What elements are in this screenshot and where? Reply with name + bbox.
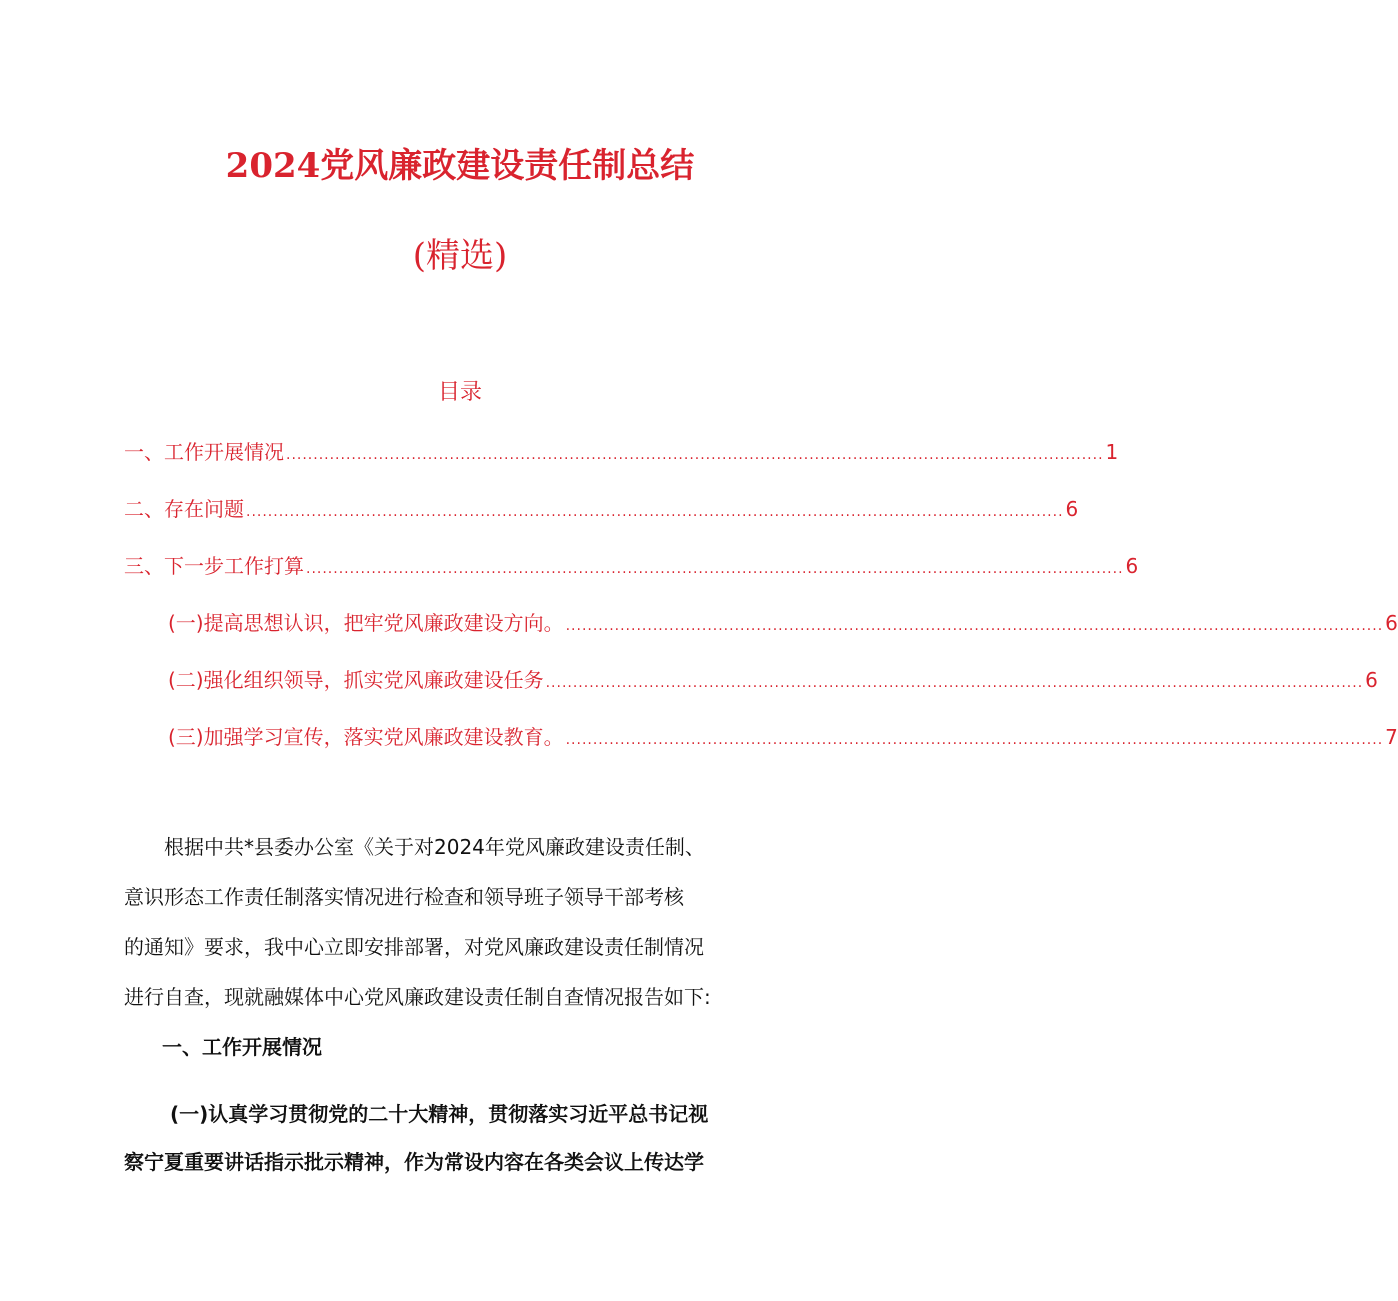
toc-entry-label: (二)强化组织领导，抓实党风廉政建设任务 xyxy=(168,668,544,692)
document-title: 2024党风廉政建设责任制总结 xyxy=(225,146,695,186)
toc-page-number: 6 xyxy=(1365,668,1378,692)
toc-leader: ...................................................................................................................................................... xyxy=(306,561,1124,577)
toc-leader: ...................................................................................................................................................... xyxy=(545,675,1364,691)
toc-entry-problems[interactable] xyxy=(124,494,1079,527)
toc-leader: ...................................................................................................................................................... xyxy=(565,618,1384,634)
toc-page-number: 1 xyxy=(1105,440,1119,464)
toc-page-number: 6 xyxy=(1065,497,1079,521)
toc-entry-label: 二、存在问题 xyxy=(124,497,244,521)
paragraph-line: 察宁夏重要讲话指示批示精神，作为常设内容在各类会议上传达学 xyxy=(124,1150,704,1174)
toc-heading: 目录 xyxy=(437,380,482,405)
intro-paragraph xyxy=(124,822,796,1022)
paragraph-line: 进行自查，现就融媒体中心党风廉政建设责任制自查情况报告如下: xyxy=(124,985,711,1009)
toc-page-number: 7 xyxy=(1385,725,1398,749)
toc-subentry-3[interactable] xyxy=(168,722,1398,755)
paragraph-line: 的通知》要求，我中心立即安排部署，对党风廉政建设责任制情况 xyxy=(124,935,704,959)
toc-leader: ...................................................................................................................................................... xyxy=(565,732,1384,748)
subsection-paragraph xyxy=(124,1090,804,1186)
toc-subentry-1[interactable] xyxy=(168,608,1398,641)
toc-page-number: 6 xyxy=(1125,554,1139,578)
document-subtitle: (精选) xyxy=(412,236,508,276)
toc-page-number: 6 xyxy=(1385,611,1398,635)
toc-entry-label: 一、工作开展情况 xyxy=(124,440,284,464)
paragraph-line: 根据中共*县委办公室《关于对2024年党风廉政建设责任制、 xyxy=(164,835,705,859)
paragraph-line: (一)认真学习贯彻党的二十大精神，贯彻落实习近平总书记视 xyxy=(170,1102,709,1126)
toc-entry-label: (一)提高思想认识，把牢党风廉政建设方向。 xyxy=(168,611,564,635)
toc-entry-work-status[interactable] xyxy=(124,437,1119,470)
toc-leader: ...................................................................................................................................................... xyxy=(246,504,1064,520)
paragraph-line: 意识形态工作责任制落实情况进行检查和领导班子领导干部考核 xyxy=(124,885,684,909)
toc-entry-label: (三)加强学习宣传，落实党风廉政建设教育。 xyxy=(168,725,564,749)
toc-entry-next-steps[interactable] xyxy=(124,551,1139,584)
toc-entry-label: 三、下一步工作打算 xyxy=(124,554,304,578)
toc-subentry-2[interactable] xyxy=(168,665,1378,698)
section-heading: 一、工作开展情况 xyxy=(162,1035,322,1059)
toc-leader: ...................................................................................................................................................... xyxy=(286,447,1104,463)
